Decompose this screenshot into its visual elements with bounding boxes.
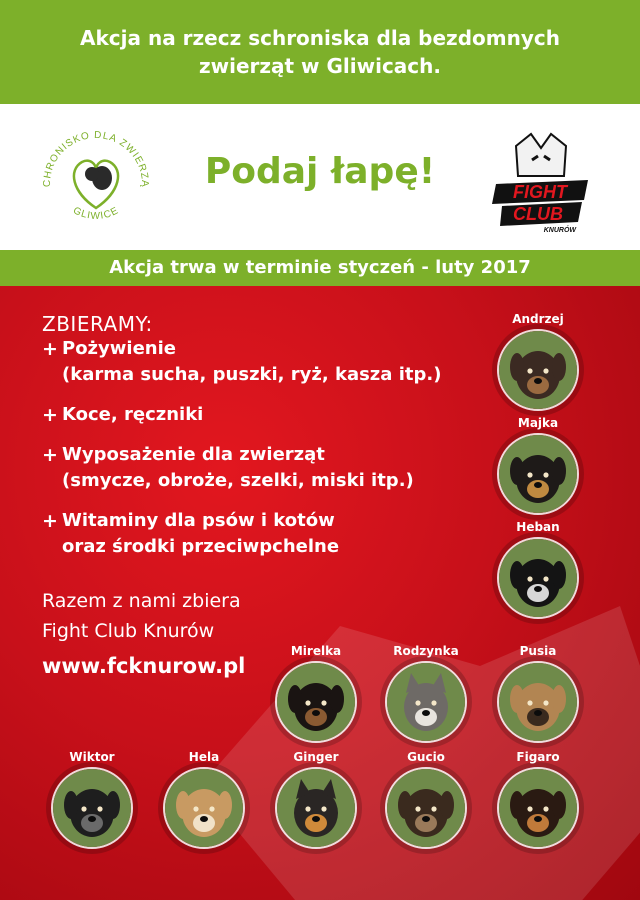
cat-photo xyxy=(387,663,465,741)
fight-club-logo-line2: CLUB xyxy=(513,204,563,224)
shelter-logo-text-bottom: GLIWICE xyxy=(71,205,121,222)
pet-name: Gucio xyxy=(407,750,445,764)
pet-photo xyxy=(497,329,579,411)
website-link[interactable]: www.fcknurow.pl xyxy=(42,654,246,678)
collect-item-title: Pożywienie xyxy=(62,338,176,359)
collect-item xyxy=(42,336,492,388)
dog-photo xyxy=(277,663,355,741)
dog-photo xyxy=(499,539,577,617)
pet-photo-frame xyxy=(380,656,472,748)
logo-band xyxy=(0,104,640,250)
pet-name: Majka xyxy=(517,416,559,430)
pet-card xyxy=(486,312,590,432)
partner-note-line1: Razem z nami zbiera xyxy=(42,590,241,612)
pet-name: Heban xyxy=(516,520,560,534)
shelter-logo-graphic xyxy=(32,122,160,232)
collect-item-detail: (karma sucha, puszki, ryż, kasza itp.) xyxy=(62,364,442,385)
pet-card xyxy=(264,644,368,764)
pet-photo xyxy=(163,767,245,849)
dog-photo xyxy=(499,435,577,513)
pet-photo-frame xyxy=(492,656,584,748)
pet-name: Figaro xyxy=(516,750,560,764)
pet-photo-frame xyxy=(158,762,250,854)
dog-photo xyxy=(165,769,243,847)
pet-photo-frame xyxy=(492,762,584,854)
pet-card xyxy=(486,644,590,764)
pet-name: Mirelka xyxy=(290,644,342,658)
dog-photo xyxy=(499,331,577,409)
collect-item-detail: oraz środki przeciwpchelne xyxy=(62,536,340,557)
pet-photo xyxy=(275,767,357,849)
pet-card xyxy=(40,750,144,870)
fight-club-logo xyxy=(476,126,606,236)
header-line-1: Akcja na rzecz schroniska dla bezdomnych xyxy=(80,26,560,50)
cat-photo xyxy=(277,769,355,847)
pet-name: Ginger xyxy=(293,750,339,764)
plus-icon: + xyxy=(42,510,58,532)
pet-card xyxy=(486,520,590,640)
collect-item-detail: (smycze, obroże, szelki, miski itp.) xyxy=(62,470,414,491)
pet-photo xyxy=(275,661,357,743)
pet-name: Andrzej xyxy=(512,312,564,326)
pet-card xyxy=(264,750,368,870)
plus-icon: + xyxy=(42,404,58,426)
pet-photo xyxy=(51,767,133,849)
collect-item-title: Witaminy dla psów i kotów xyxy=(62,510,335,531)
shelter-logo xyxy=(32,122,160,232)
pet-card xyxy=(374,750,478,870)
collect-item xyxy=(42,442,492,494)
pet-card xyxy=(486,416,590,536)
collect-item-title: Wyposażenie dla zwierząt xyxy=(62,444,325,465)
pet-photo xyxy=(497,433,579,515)
dog-photo xyxy=(499,769,577,847)
partner-note xyxy=(42,586,241,646)
pet-card xyxy=(152,750,256,870)
partner-note-line2: Fight Club Knurów xyxy=(42,620,215,642)
pet-photo-frame xyxy=(270,762,362,854)
dog-photo xyxy=(53,769,131,847)
pet-photo xyxy=(497,661,579,743)
dog-photo xyxy=(387,769,465,847)
plus-icon: + xyxy=(42,444,58,466)
collect-title: ZBIERAMY: xyxy=(42,312,153,336)
collect-list xyxy=(42,336,492,574)
fight-club-logo-line3: KNURÓW xyxy=(543,227,576,234)
pet-photo-frame xyxy=(492,324,584,416)
pet-photo-frame xyxy=(380,762,472,854)
fight-club-logo-graphic xyxy=(476,126,606,236)
pet-card xyxy=(374,644,478,764)
pet-name: Hela xyxy=(188,750,220,764)
dog-photo xyxy=(499,663,577,741)
content-area xyxy=(0,286,640,900)
date-banner: Akcja trwa w terminie styczeń - luty 2017 xyxy=(0,250,640,286)
pet-card xyxy=(486,750,590,870)
collect-item xyxy=(42,402,492,428)
pet-photo xyxy=(385,767,467,849)
collect-item xyxy=(42,508,492,560)
pet-photo xyxy=(385,661,467,743)
pet-name: Rodzynka xyxy=(393,644,459,658)
pet-photo xyxy=(497,767,579,849)
pet-photo-frame xyxy=(492,428,584,520)
fight-club-logo-line1: FIGHT xyxy=(513,182,567,202)
pet-photo-frame xyxy=(46,762,138,854)
header-line-2: zwierząt w Gliwicach. xyxy=(198,54,441,78)
shelter-logo-text-top: CHRONISKO DLA ZWIERZĄ xyxy=(41,129,151,188)
collect-item-title: Koce, ręczniki xyxy=(62,404,204,425)
slogan: Podaj łapę! xyxy=(204,151,436,192)
pet-photo-frame xyxy=(492,532,584,624)
pet-photo xyxy=(497,537,579,619)
pet-name: Pusia xyxy=(519,644,557,658)
header-banner xyxy=(0,0,640,104)
pet-photo-frame xyxy=(270,656,362,748)
plus-icon: + xyxy=(42,338,58,360)
pet-name: Wiktor xyxy=(69,750,115,764)
